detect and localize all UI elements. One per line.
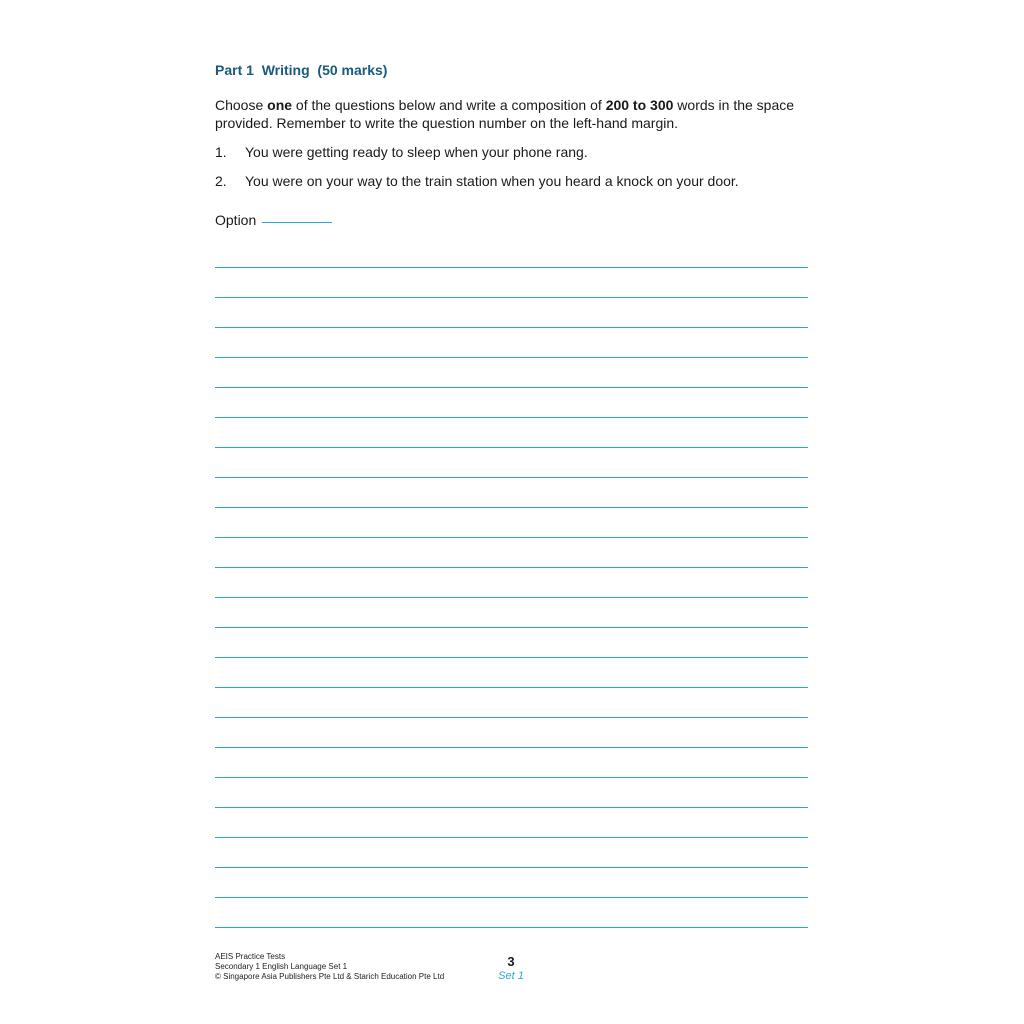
set-label: Set 1 [498, 970, 524, 982]
writing-line [215, 477, 808, 478]
instructions-text-1: Choose [215, 97, 268, 113]
instructions-text-3: words in the space provided. Remember to write the question number on the left-hand margin. [215, 97, 795, 131]
writing-line [215, 297, 808, 298]
writing-line [215, 687, 808, 688]
footer-series: AEIS Practice Tests [215, 952, 286, 961]
writing-line [215, 387, 808, 388]
instructions [215, 96, 815, 132]
writing-line [215, 507, 808, 508]
footer-copyright: © Singapore Asia Publishers Pte Ltd & Starich Education Pte Ltd [215, 972, 445, 981]
option-label: Option [215, 212, 257, 228]
writing-line [215, 777, 808, 778]
option-answer-blank[interactable] [262, 222, 332, 223]
question-number: 2. [215, 173, 227, 189]
page-number: 3 [507, 954, 515, 969]
writing-line [215, 417, 808, 418]
question-item-1 [215, 143, 588, 161]
footer-subject: Secondary 1 English Language Set 1 [215, 962, 348, 971]
question-text: You were getting ready to sleep when your phone rang. [245, 144, 588, 160]
section-heading: Part 1 Writing (50 marks) [215, 62, 388, 78]
writing-line [215, 267, 808, 268]
writing-line [215, 807, 808, 808]
writing-line [215, 597, 808, 598]
writing-line [215, 537, 808, 538]
instructions-bold-1: one [267, 97, 293, 113]
writing-line [215, 867, 808, 868]
writing-line [215, 357, 808, 358]
writing-line [215, 327, 808, 328]
instructions-bold-2: 200 to 300 [605, 97, 674, 113]
writing-line [215, 747, 808, 748]
writing-line [215, 717, 808, 718]
writing-line [215, 927, 808, 928]
writing-line [215, 627, 808, 628]
writing-line [215, 897, 808, 898]
question-number: 1. [215, 144, 227, 160]
question-text: You were on your way to the train station when you heard a knock on your door. [245, 173, 739, 189]
writing-line [215, 657, 808, 658]
question-item-2 [215, 172, 739, 190]
instructions-text-2: of the questions below and write a composition of [292, 97, 606, 113]
writing-line [215, 837, 808, 838]
writing-line [215, 447, 808, 448]
writing-line [215, 567, 808, 568]
footer-publisher-info [215, 952, 444, 982]
